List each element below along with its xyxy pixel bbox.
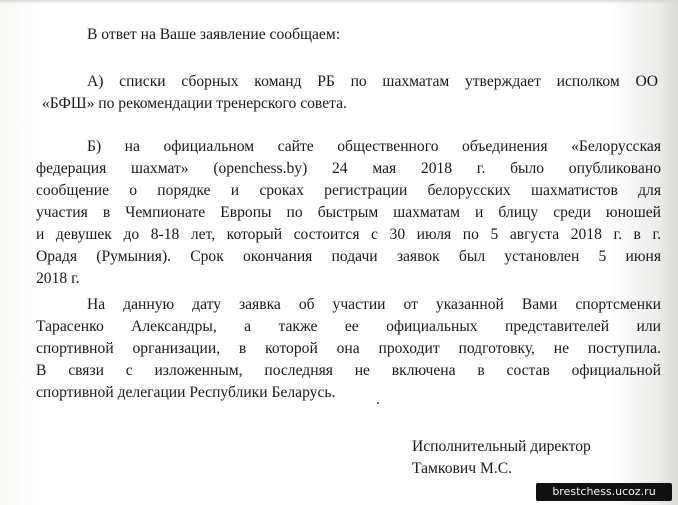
final-paragraph-line-3: спортивной организации, в которой она проходит подготовку, не поступила. bbox=[36, 340, 661, 357]
signatory-name: Тамкович М.С. bbox=[412, 460, 513, 477]
site-watermark: brestchess.ucoz.ru bbox=[536, 483, 672, 501]
point-b-line-5: и девушек до 8-18 лет, который состоится с 30 июля по 5 августа 2018 г. в г. bbox=[36, 226, 661, 243]
point-b-line-2: федерация шахмат» (openchess.by) 24 мая 2018 г. было опубликовано bbox=[36, 160, 661, 177]
point-b-line-6: Орадя (Румыния). Срок окончания подачи заявок был установлен 5 июня bbox=[36, 248, 661, 265]
signatory-title: Исполнительный директор bbox=[412, 438, 591, 455]
final-paragraph-line-2: Тарасенко Александры, а также ее официальных представителей или bbox=[36, 318, 661, 335]
point-b-line-3: сообщение о порядке и сроках регистрации белорусских шахматистов для bbox=[36, 182, 661, 199]
final-paragraph-line-1: На данную дату заявка об участии от указанной Вами спортсменки bbox=[87, 296, 661, 313]
letter-body bbox=[36, 18, 662, 401]
point-a-line-1: А) списки сборных команд РБ по шахматам утверждает исполком ОО bbox=[87, 73, 658, 90]
scan-speck bbox=[377, 402, 379, 404]
point-b-line-7: 2018 г. bbox=[36, 270, 80, 287]
final-paragraph-line-5: спортивной делегации Республики Беларусь. bbox=[36, 384, 336, 401]
point-b-line-4: участия в Чемпионате Европы по быстрым шахматам и блицу среди юношей bbox=[36, 204, 661, 221]
final-paragraph-line-4: В связи с изложенным, последняя не включена в состав официальной bbox=[36, 362, 661, 379]
intro-line: В ответ на Ваше заявление сообщаем: bbox=[87, 26, 341, 43]
point-a-line-2: «БФШ» по рекомендации тренерского совета. bbox=[42, 95, 347, 112]
scan-edge-shadow bbox=[0, 0, 678, 4]
point-b-line-1: Б) на официальном сайте общественного объединения «Белорусская bbox=[87, 138, 661, 155]
signature-block bbox=[412, 436, 652, 486]
